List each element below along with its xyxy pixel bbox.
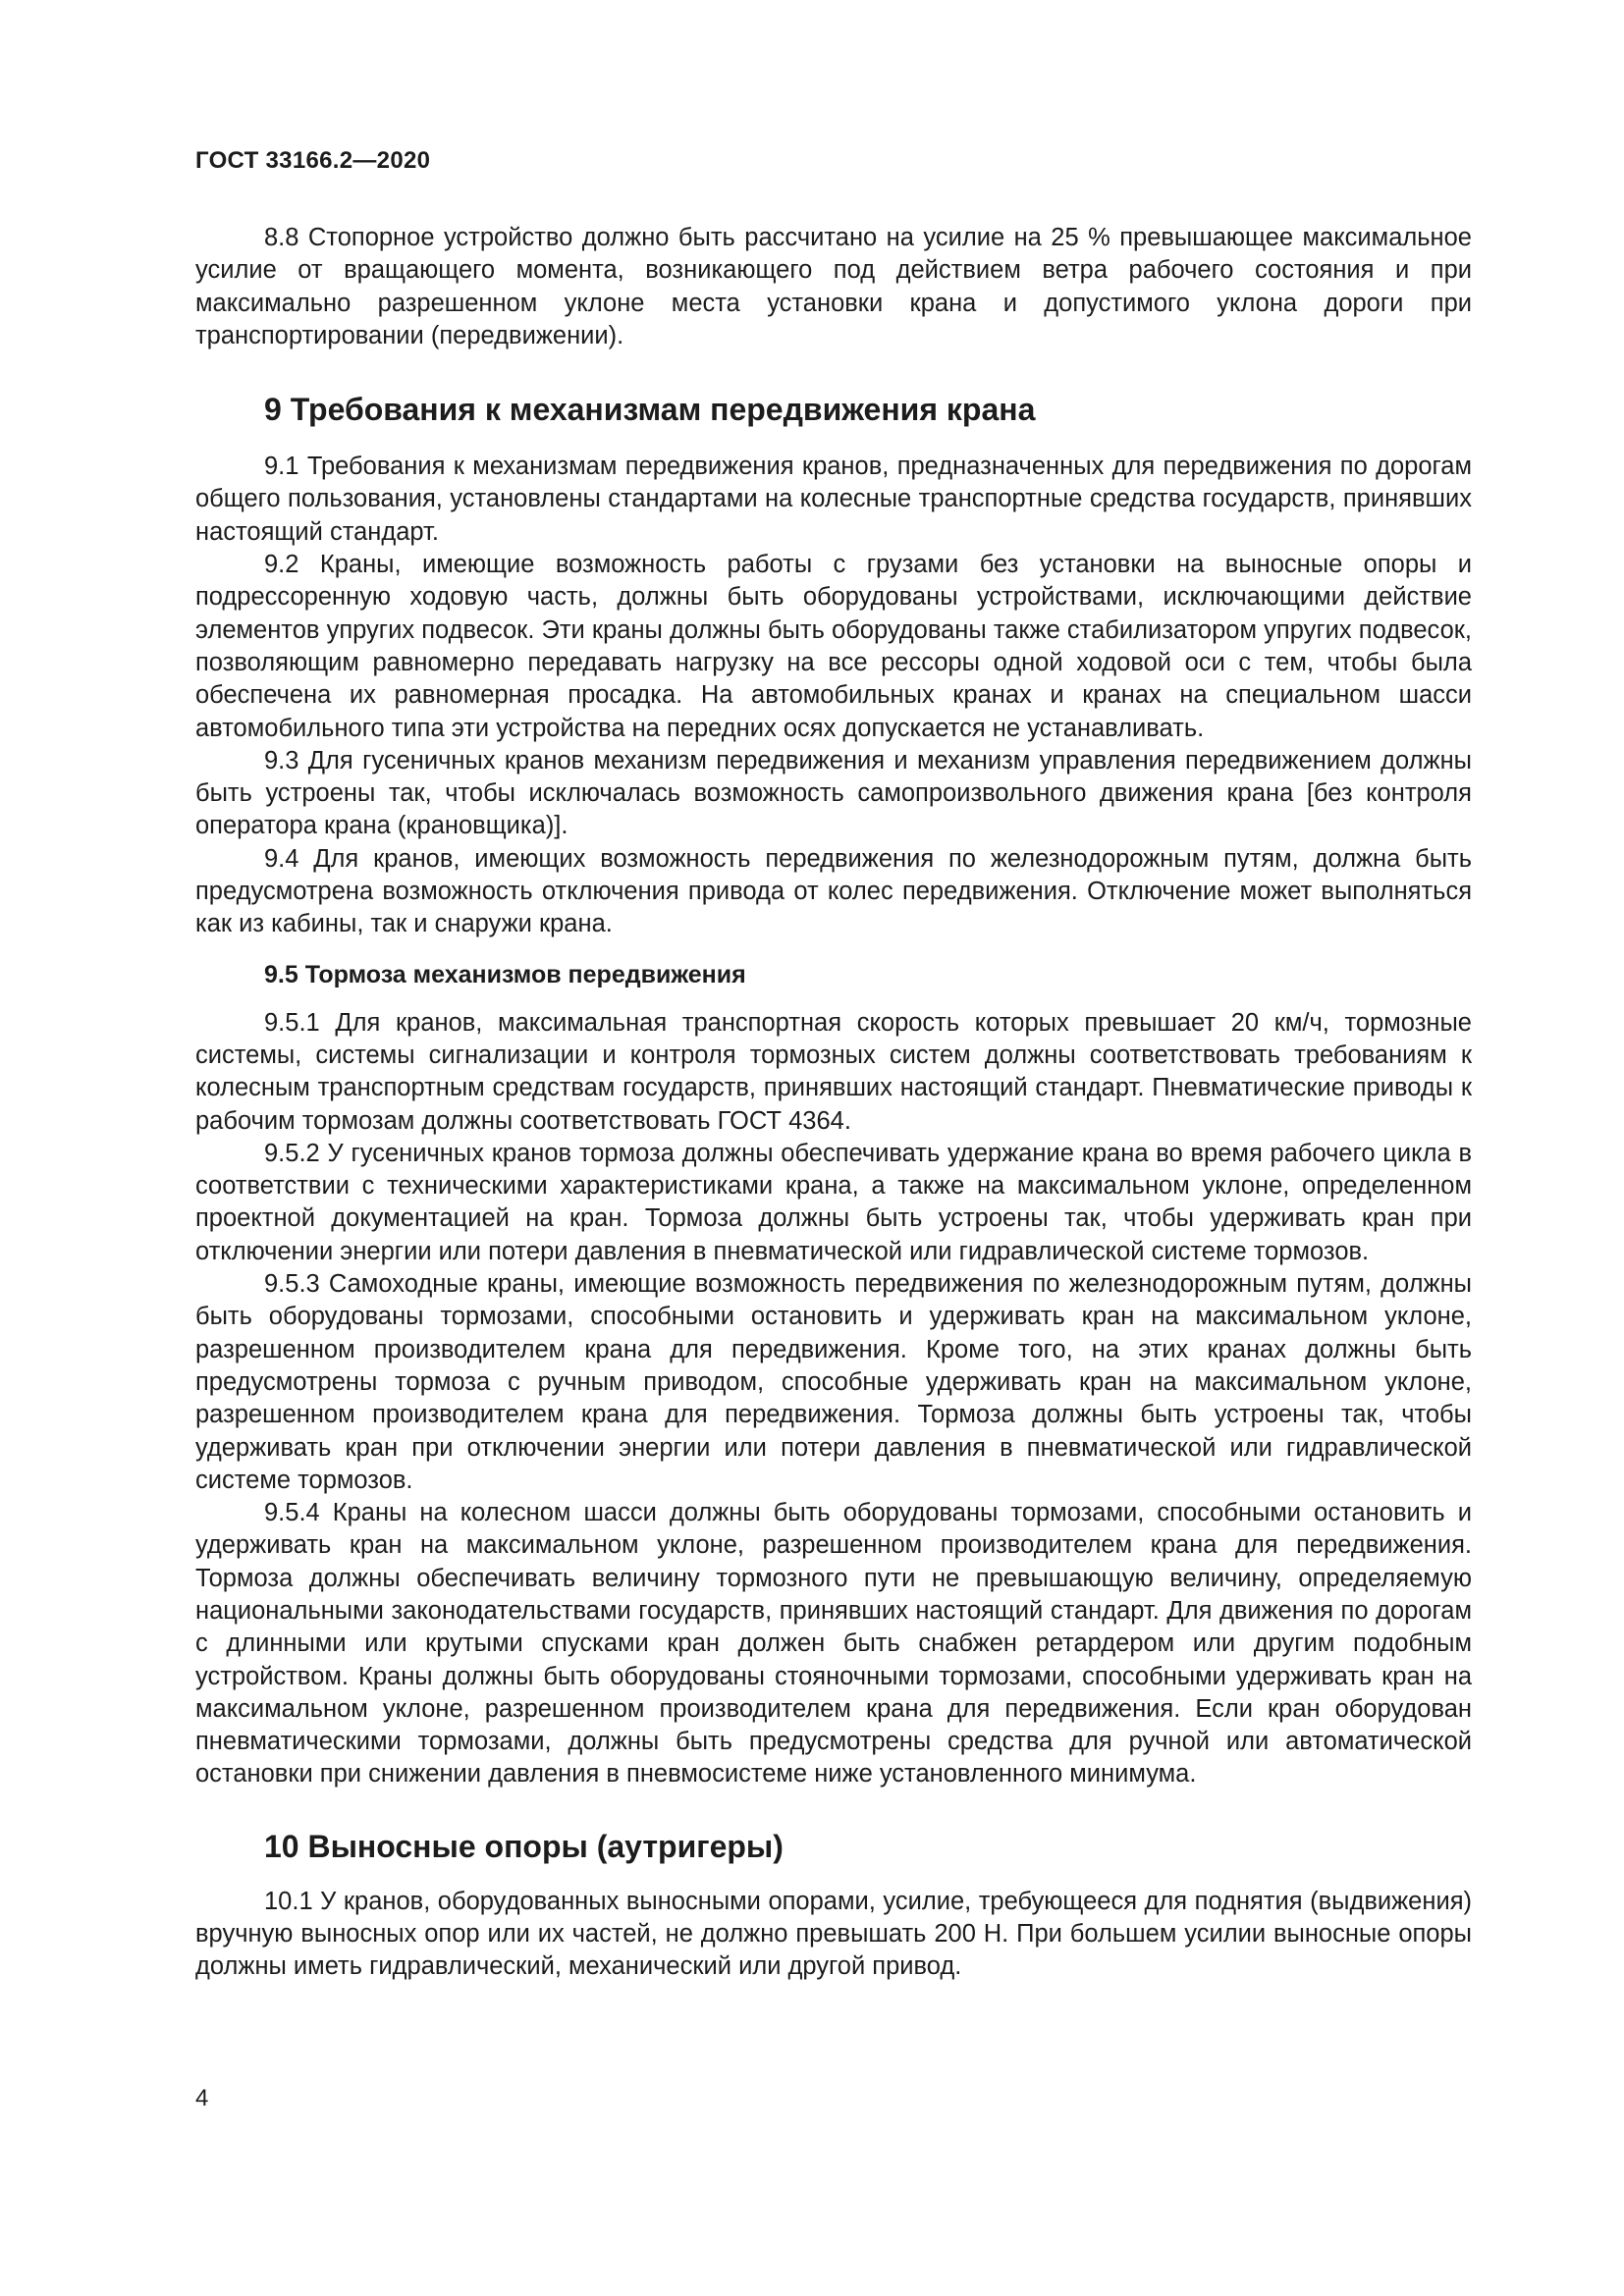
paragraph-9-2: 9.2 Краны, имеющие возможность работы с грузами без установки на выносные опоры и подрессоренную ходовую часть, должны быть оборудованы устройствами, исключающими действие элементов упругих подвесок. Эти краны должны быть оборудованы также стабилизатором упругих подвесок, позволяющим равномерно передавать нагрузку на все рессоры одной ходовой оси с тем, чтобы была обеспечена их равномерная просадка. На автомобильных кранах и кранах на специальном шасси автомобильного типа эти устройства на передних осях допускается не устанавливать.	[195, 551, 1472, 742]
paragraph-9-5-4: 9.5.4 Краны на колесном шасси должны быть оборудованы тормозами, способными остановить и удерживать кран на максимальном уклоне, разрешенном производителем крана для передвижения. Тормоза должны обеспечивать величину тормозного пути не превышающую величину, определяемую национальными законодательствами государств, принявших настоящий стандарт. Для движения по дорогам с длинными или крутыми спусками кран должен быть снабжен ретардером или другим подобным устройством. Краны должны быть оборудованы стояночными тормозами, способными удерживать кран на максимальном уклоне, разрешенном производителем крана для передвижения. Если кран оборудован пневматическими тормозами, должны быть предусмотрены средства для ручной или автоматической остановки при снижении давления в пневмосистеме ниже установленного минимума.	[195, 1499, 1472, 1789]
section-10-heading: 10 Выносные опоры (аутригеры)	[264, 1828, 784, 1864]
paragraph-9-3: 9.3 Для гусеничных кранов механизм передвижения и механизм управления передвижением должны быть устроены так, чтобы исключалась возможность самопроизвольного движения крана [без контроля оператора крана (крановщика)].	[195, 746, 1472, 840]
paragraph-9-4: 9.4 Для кранов, имеющих возможность передвижения по железнодорожным путям, должна быть предусмотрена возможность отключения привода от колес передвижения. Отключение может выполняться как из кабины, так и снаружи крана.	[195, 844, 1472, 938]
page-number: 4	[195, 2085, 209, 2111]
paragraph-8-8: 8.8 Стопорное устройство должно быть рассчитано на усилие на 25 % превышающее максимальное усилие от вращающего момента, возникающего под действием ветра рабочего состояния и при максимально разрешенном уклоне места установки крана и допустимого уклона дороги при транспортировании (передвижении).	[195, 224, 1472, 349]
document-body	[195, 222, 1472, 1984]
document-code: ГОСТ 33166.2—2020	[195, 147, 431, 174]
document-page	[195, 0, 1472, 2296]
paragraph-9-5-1: 9.5.1 Для кранов, максимальная транспортная скорость которых превышает 20 км/ч, тормозные системы, системы сигнализации и контроля тормозных систем должны соответствовать требованиям к колесным транспортным средствам государств, принявших настоящий стандарт. Пневматические приводы к рабочим тормозам должны соответствовать ГОСТ 4364.	[195, 1008, 1472, 1135]
paragraph-10-1: 10.1 У кранов, оборудованных выносными опорами, усилие, требующееся для поднятия (выдвижения) вручную выносных опор или их частей, не должно превышать 200 Н. При большем усилии выносные опоры должны иметь гидравлический, механический или другой привод.	[195, 1887, 1472, 1981]
paragraph-9-1: 9.1 Требования к механизмам передвижения кранов, предназначенных для передвижения по дорогам общего пользования, установлены стандартами на колесные транспортные средства государств, принявших настоящий стандарт.	[195, 453, 1472, 546]
paragraph-9-5-2: 9.5.2 У гусеничных кранов тормоза должны обеспечивать удержание крана во время рабочего цикла в соответствии с техническими характеристиками крана, а также на максимальном уклоне, определенном проектной документацией на кран. Тормоза должны быть устроены так, чтобы удерживать кран при отключении энергии или потери давления в пневматической или гидравлической системе тормозов.	[195, 1139, 1472, 1265]
subsection-9-5-heading: 9.5 Тормоза механизмов передвижения	[264, 960, 746, 988]
paragraph-9-5-3: 9.5.3 Самоходные краны, имеющие возможность передвижения по железнодорожным путям, должны быть оборудованы тормозами, способными остановить и удерживать кран на максимальном уклоне, разрешенном производителем крана для передвижения. Кроме того, на этих кранах должны быть предусмотрены тормоза с ручным приводом, способные удерживать кран на максимальном уклоне, разрешенном производителем крана для передвижения. Тормоза должны быть устроены так, чтобы удерживать кран при отключении энергии или потери давления в пневматической или гидравлической системе тормозов.	[195, 1270, 1472, 1494]
section-9-heading: 9 Требования к механизмам передвижения крана	[264, 392, 1036, 428]
